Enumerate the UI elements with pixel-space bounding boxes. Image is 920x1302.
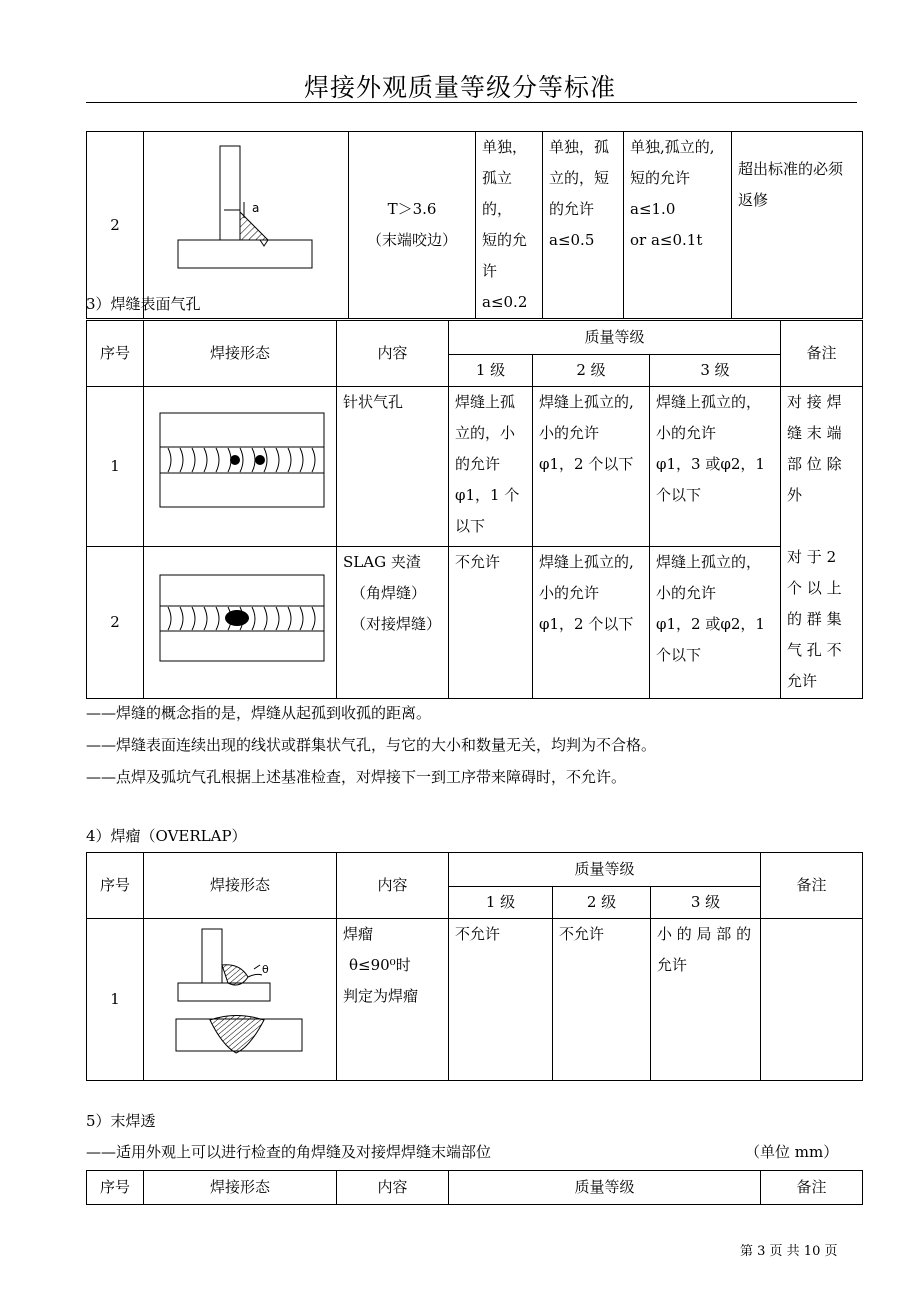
text-line: （对接焊缝） — [351, 615, 442, 633]
header-quality: 质量等级 — [449, 321, 781, 355]
header-g3: 3 级 — [651, 887, 761, 919]
text-line: 以下 — [455, 517, 486, 535]
pinhole-diagram — [144, 387, 337, 547]
row-number: 2 — [87, 547, 144, 699]
header-no: 序号 — [87, 853, 144, 919]
header-content: 内容 — [337, 1171, 449, 1205]
grade3-cell — [650, 547, 781, 699]
text-line: 允许 — [657, 956, 688, 974]
dimension-label: a — [252, 201, 260, 215]
remark-cell — [781, 387, 863, 699]
text-line: 气 孔 不 — [787, 641, 842, 659]
text-line: SLAG 夹渣 — [343, 553, 421, 571]
content-cell — [337, 387, 449, 547]
content-cell — [337, 547, 449, 699]
text-line: 许 — [482, 262, 498, 280]
grade3-cell — [624, 132, 732, 319]
header-quality: 质量等级 — [449, 1171, 761, 1205]
text-line: 焊缝上孤 — [455, 393, 516, 411]
remark-cell — [732, 132, 863, 319]
text-line: 孤立的， — [482, 169, 513, 218]
text-line: a≤0.2 — [482, 293, 528, 311]
title-rule — [86, 102, 857, 103]
header-remark: 备注 — [761, 853, 863, 919]
text-line: φ1，1 个 — [455, 486, 520, 504]
text-line: 小 的 局 部 的 — [657, 925, 752, 943]
text-line: or a≤0.1t — [630, 231, 703, 249]
undercut-table — [86, 131, 863, 319]
content-cell — [337, 919, 449, 1081]
section5-title: 5）末焊透 — [86, 1112, 156, 1130]
header-g2: 2 级 — [533, 355, 650, 387]
text-line: 小的允许 — [656, 584, 717, 602]
grade1-cell — [476, 132, 543, 319]
page-footer: 第 3 页 共 10 页 — [740, 1244, 838, 1259]
note-line: ——焊缝的概念指的是，焊缝从起孤到收孤的距离。 — [86, 704, 432, 722]
text-line: 的允许 — [455, 455, 501, 473]
text-line: a≤1.0 — [630, 200, 676, 218]
header-g2: 2 级 — [553, 887, 651, 919]
text-line: 个以下 — [656, 646, 702, 664]
header-g3: 3 级 — [650, 355, 781, 387]
text-line: 立的，小 — [455, 424, 516, 442]
text-line: 单独， — [482, 138, 528, 156]
content-line: T＞3.6 — [387, 200, 437, 218]
text-line: θ≤90⁰时 — [349, 956, 411, 974]
text-line: φ1，2 或φ2，1 — [656, 615, 765, 633]
overlap-table — [86, 852, 863, 1081]
note-line: ——点焊及弧坑气孔根据上述基准检查，对焊接下一到工序带来障碍时，不允许。 — [86, 768, 627, 786]
header-g1: 1 级 — [449, 887, 553, 919]
slag-diagram — [144, 547, 337, 699]
text-line: 不允许 — [455, 553, 501, 571]
text-line: 小的允许 — [539, 424, 600, 442]
text-line: 单独，孤 — [549, 138, 610, 156]
grade2-cell: 不允许 — [553, 919, 651, 1081]
text-line: 单独,孤立的, — [630, 138, 715, 156]
header-no: 序号 — [87, 321, 144, 387]
overlap-diagram — [144, 919, 337, 1081]
header-remark: 备注 — [781, 321, 863, 387]
text-line: 短的允 — [482, 231, 528, 249]
text-line: 短的允许 — [630, 169, 691, 187]
text-line: 返修 — [738, 191, 769, 209]
content-line: （末端咬边） — [366, 231, 457, 249]
undercut-diagram — [144, 132, 349, 319]
page-title: 焊接外观质量等级分等标准 — [303, 73, 616, 102]
grade2-cell — [533, 547, 650, 699]
text-line: 对 于 2 — [787, 548, 837, 566]
section3-title: 3）焊缝表面气孔 — [86, 295, 201, 313]
text-line: 焊缝上孤立的, — [539, 393, 634, 411]
header-no: 序号 — [87, 1171, 144, 1205]
grade1-cell — [449, 387, 533, 547]
text-line: 焊缝上孤立的， — [656, 553, 762, 571]
header-shape: 焊接形态 — [144, 853, 337, 919]
grade3-cell — [650, 387, 781, 547]
header-content: 内容 — [337, 853, 449, 919]
header-shape: 焊接形态 — [144, 1171, 337, 1205]
text-line: 的允许 — [549, 200, 595, 218]
row-number: 1 — [87, 919, 144, 1081]
text-line: 允许 — [787, 672, 818, 690]
unit-label: （单位 mm） — [745, 1143, 839, 1161]
header-quality: 质量等级 — [449, 853, 761, 887]
section5-note: ——适用外观上可以进行检查的角焊缝及对接焊焊缝末端部位 — [86, 1143, 492, 1161]
text-line: 立的，短 — [549, 169, 610, 187]
text-line: 小的允许 — [539, 584, 600, 602]
text-line: 缝 末 端 — [787, 424, 842, 442]
text-line: 焊瘤 — [343, 925, 374, 943]
text-line: 小的允许 — [656, 424, 717, 442]
text-line: φ1，2 个以下 — [539, 615, 634, 633]
text-line: 部 位 除 — [787, 455, 842, 473]
text-line: 超出标准的必须 — [738, 160, 844, 178]
row-number: 1 — [87, 387, 144, 547]
note-line: ——焊缝表面连续出现的线状或群集状气孔，与它的大小和数量无关，均判为不合格。 — [86, 736, 657, 754]
penetration-table — [86, 1170, 863, 1205]
text-line: 对 接 焊 — [787, 393, 842, 411]
text-line: 焊缝上孤立的， — [656, 393, 762, 411]
text-line: φ1，2 个以下 — [539, 455, 634, 473]
remark-cell — [761, 919, 863, 1081]
text-line: a≤0.5 — [549, 231, 595, 249]
grade1-cell: 不允许 — [449, 919, 553, 1081]
text-line: 针状气孔 — [343, 393, 404, 411]
grade3-cell — [651, 919, 761, 1081]
header-content: 内容 — [337, 321, 449, 387]
text-line: φ1，3 或φ2，1 — [656, 455, 765, 473]
text-line: （角焊缝） — [351, 584, 427, 602]
text-line: 焊缝上孤立的, — [539, 553, 634, 571]
grade1-cell — [449, 547, 533, 699]
header-g1: 1 级 — [449, 355, 533, 387]
text-line: 个以下 — [656, 486, 702, 504]
grade2-cell — [543, 132, 624, 319]
text-line: 外 — [787, 486, 803, 504]
content-cell — [349, 132, 476, 319]
header-remark: 备注 — [761, 1171, 863, 1205]
text-line: 判定为焊瘤 — [343, 987, 419, 1005]
spacer — [787, 511, 856, 542]
text-line: 个 以 上 — [787, 579, 842, 597]
porosity-table — [86, 320, 863, 699]
grade2-cell — [533, 387, 650, 547]
row-number: 2 — [87, 132, 144, 319]
header-shape: 焊接形态 — [144, 321, 337, 387]
angle-label: θ — [262, 963, 269, 976]
text-line: 的 群 集 — [787, 610, 842, 628]
section4-title: 4）焊瘤（OVERLAP） — [86, 827, 247, 845]
